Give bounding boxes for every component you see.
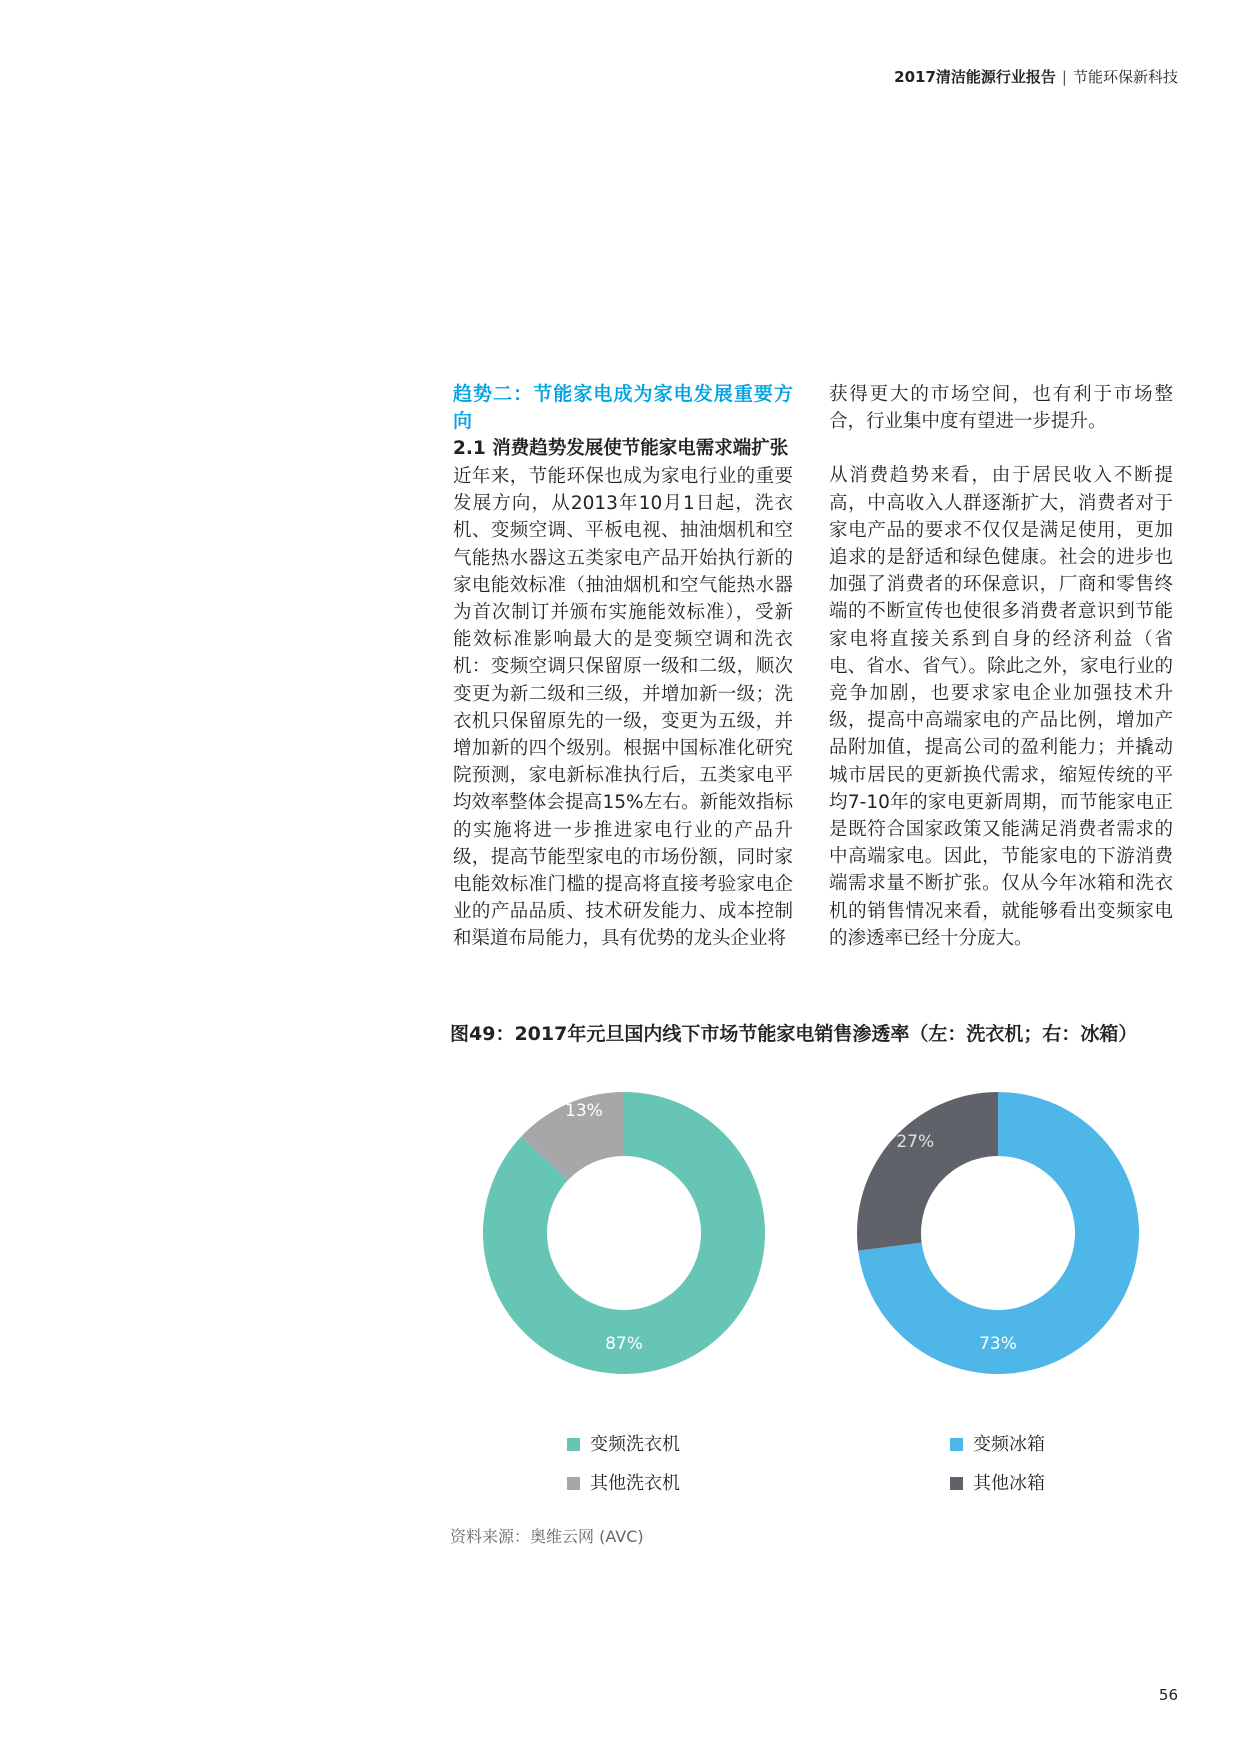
header-separator: |: [1061, 68, 1067, 86]
trend-heading: 趋势二：节能家电成为家电发展重要方向: [453, 383, 793, 432]
legend-label: 变频洗衣机: [590, 1434, 680, 1455]
legend-label: 变频冰箱: [973, 1434, 1045, 1455]
legend-item-inverter-fridge: [950, 1430, 1045, 1456]
legend-label: 其他洗衣机: [590, 1473, 680, 1494]
page-number: 56: [1158, 1686, 1178, 1704]
fridge-donut-chart: [840, 1075, 1156, 1391]
washer-donut-chart: [466, 1075, 782, 1391]
legend-swatch: [567, 1477, 580, 1490]
legend-item-other-fridge: [950, 1469, 1045, 1495]
right-paragraph-1: 获得更大的市场空间，也有利于市场整合，行业集中度有望进一步提升。: [829, 384, 1173, 433]
section-subheading: 2.1 消费趋势发展使节能家电需求端扩张: [453, 438, 789, 459]
figure-source: 资料来源：奥维云网 (AVC): [450, 1527, 644, 1546]
left-column: [453, 381, 793, 953]
donut-slice-2: [857, 1092, 998, 1251]
legend-swatch: [567, 1438, 580, 1451]
donut-slice-label-2: 27%: [896, 1131, 935, 1152]
donut-slice-label-1: 73%: [979, 1334, 1017, 1354]
donut-slice-label-2: 13%: [565, 1100, 603, 1121]
legend-swatch: [950, 1438, 963, 1451]
legend-item-other-washer: [567, 1469, 680, 1495]
running-header: [894, 66, 1178, 87]
right-column: [829, 381, 1173, 952]
left-paragraph: 近年来，节能环保也成为家电行业的重要发展方向，从2013年10月1日起，洗衣机、变频空调、平板电视、抽油烟机和空气能热水器这五类家电产品开始执行新的家电能效标准（抽油烟机和空气能热水器为首次制订并颁布实施能效标准），受新能效标准影响最大的是变频空调和洗衣机：变频空调只保留原一级和二级，顺次变更为新二级和三级，并增加新一级；洗衣机只保留原先的一级，变更为五级，并增加新的四个级别。根据中国标准化研究院预测，家电新标准执行后，五类家电平均效率整体会提高15%左右。新能效指标的实施将进一步推进家电行业的产品升级，提高节能型家电的市场份额，同时家电能效标准门槛的提高将直接考验家电企业的产品品质、技术研发能力、成本控制和渠道布局能力，具有优势的龙头企业将: [453, 466, 793, 950]
donut-slice-label-1: 87%: [605, 1334, 643, 1354]
section-name: 节能环保新科技: [1072, 68, 1178, 86]
right-paragraph-2: 从消费趋势来看，由于居民收入不断提高，中高收入人群逐渐扩大，消费者对于家电产品的要求不仅仅是满足使用，更加追求的是舒适和绿色健康。社会的进步也加强了消费者的环保意识，厂商和零售终端的不断宣传也使很多消费者意识到节能家电将直接关系到自身的经济利益（省电、省水、省气）。除此之外，家电行业的竞争加剧，也要求家电企业加强技术升级，提高中高端家电的产品比例，增加产品附加值，提高公司的盈利能力；并撬动城市居民的更新换代需求，缩短传统的平均7-10年的家电更新周期，而节能家电正是既符合国家政策又能满足消费者需求的中高端家电。因此，节能家电的下游消费端需求量不断扩张。仅从今年冰箱和洗衣机的销售情况来看，就能够看出变频家电的渗透率已经十分庞大。: [829, 465, 1173, 949]
legend-swatch: [950, 1477, 963, 1490]
legend-label: 其他冰箱: [973, 1473, 1045, 1494]
legend-item-inverter-washer: [567, 1430, 680, 1456]
figure-title: 图49：2017年元旦国内线下市场节能家电销售渗透率（左：洗衣机；右：冰箱）: [450, 1023, 1138, 1045]
report-title: 2017清洁能源行业报告: [894, 68, 1056, 86]
